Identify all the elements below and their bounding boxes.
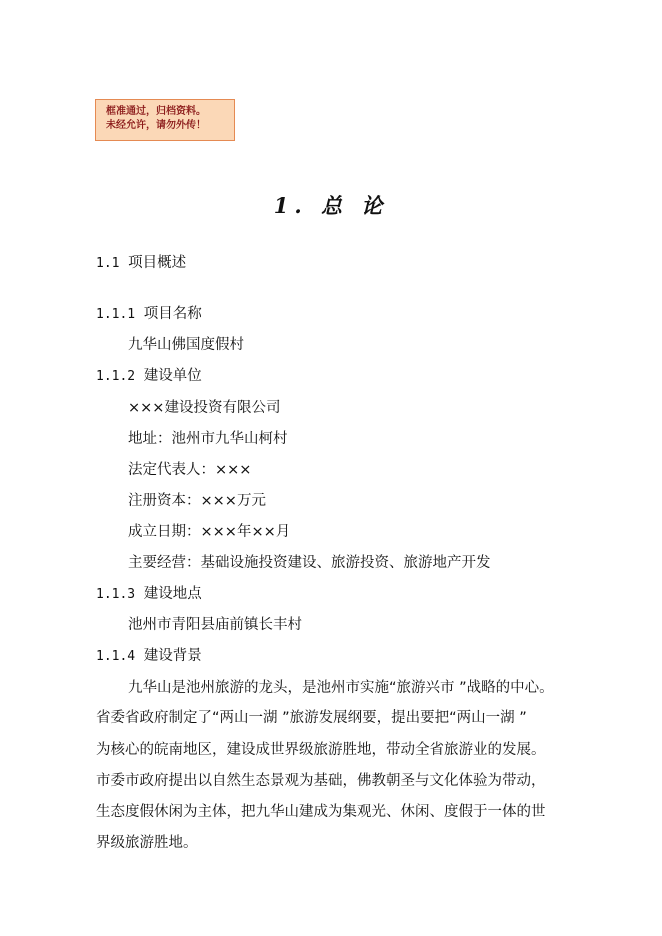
stamp-line-2: 未经允许，请勿外传！ xyxy=(106,120,206,131)
stamp-line-1: 框准通过，归档资料。 xyxy=(106,106,206,117)
registered-capital: 注册资本：×××万元 xyxy=(128,493,266,509)
background-paragraph-line: 九华山是池州旅游的龙头，是池州市实施“旅游兴市 ”战略的中心。 xyxy=(128,680,554,696)
heading-label: 项目概述 xyxy=(128,255,187,271)
background-paragraph-line: 生态度假休闲为主体，把九华山建成为集观光、休闲、度假于一体的世 xyxy=(96,804,546,820)
heading-1-1-1 xyxy=(96,302,202,323)
heading-label: 建设背景 xyxy=(143,648,202,664)
heading-number: 1.1.3 xyxy=(96,587,136,602)
background-paragraph-line: 省委省政府制定了“两山一湖 ”旅游发展纲要，提出要把“两山一湖 ” xyxy=(96,710,527,726)
main-business: 主要经营：基础设施投资建设、旅游投资、旅游地产开发 xyxy=(128,555,491,571)
heading-1-1-4 xyxy=(96,644,202,665)
founding-date: 成立日期：×××年××月 xyxy=(128,524,291,540)
heading-label: 建设地点 xyxy=(143,586,202,602)
heading-number: 1.1 xyxy=(96,256,120,271)
heading-1-1-3 xyxy=(96,582,202,603)
company-name: ×××建设投资有限公司 xyxy=(128,400,281,416)
heading-1-1 xyxy=(96,251,186,272)
chapter-title: 1. 总 论 xyxy=(273,193,389,218)
construction-location: 池州市青阳县庙前镇长丰村 xyxy=(128,617,302,633)
project-name: 九华山佛国度假村 xyxy=(128,337,244,353)
heading-number: 1.1.2 xyxy=(96,369,136,384)
background-paragraph-line: 界级旅游胜地。 xyxy=(96,835,198,851)
background-paragraph-line: 为核心的皖南地区，建设成世界级旅游胜地，带动全省旅游业的发展。 xyxy=(96,742,546,758)
confidential-stamp xyxy=(95,99,235,141)
heading-label: 建设单位 xyxy=(143,368,202,384)
heading-label: 项目名称 xyxy=(143,306,202,322)
heading-1-1-2 xyxy=(96,364,202,385)
legal-representative: 法定代表人：××× xyxy=(128,462,252,478)
background-paragraph-line: 市委市政府提出以自然生态景观为基础，佛教朝圣与文化体验为带动， xyxy=(96,773,546,789)
heading-number: 1.1.1 xyxy=(96,307,136,322)
company-address: 地址：池州市九华山柯村 xyxy=(128,431,288,447)
heading-number: 1.1.4 xyxy=(96,649,136,664)
